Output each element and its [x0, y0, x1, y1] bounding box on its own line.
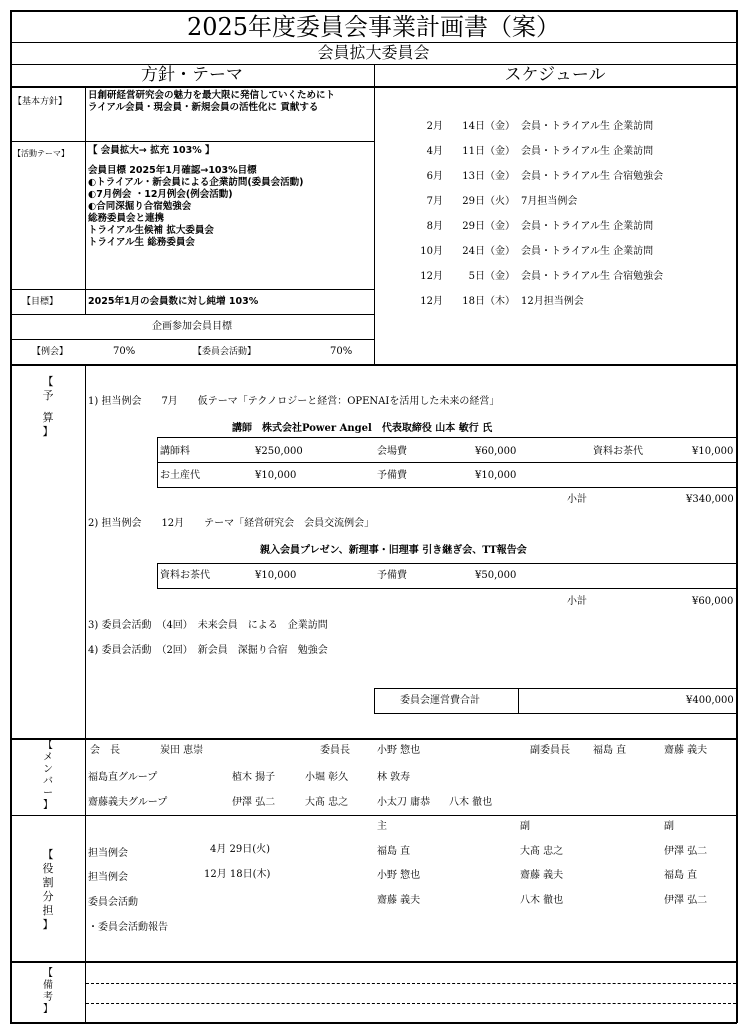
role-main: 小野 惣也	[377, 870, 421, 881]
side-char: 備	[43, 980, 53, 991]
role-task: 担当例会	[88, 848, 128, 859]
role-main: 福島 直	[377, 846, 411, 857]
schedule-month: 12月	[420, 271, 443, 282]
side-char: バ	[43, 776, 53, 787]
schedule-event: 会員・トライアル生 合宿勉強会	[521, 171, 664, 182]
cost-key: 資料お茶代	[593, 446, 643, 457]
theme-line: ◐7月例会 ・12月例会(例会活動)	[88, 189, 233, 200]
side-char: 】	[43, 800, 53, 811]
schedule-dow: （金）	[485, 246, 515, 257]
schedule-month: 4月	[426, 146, 443, 157]
role-sub1: 齋藤 義夫	[520, 870, 564, 881]
document-title: 2025年度委員会事業計画書（案）	[186, 13, 561, 41]
role-sub1: 大髙 忠之	[520, 846, 564, 857]
group-member: 伊澤 弘二	[232, 797, 276, 808]
subtotal-label: 小計	[567, 494, 587, 505]
side-char: 【	[42, 375, 54, 388]
theme-line	[88, 157, 373, 165]
side-char: 】	[43, 1004, 53, 1015]
schedule-month: 10月	[420, 246, 443, 257]
side-char: 【	[43, 740, 53, 751]
basic-policy-label: 【基本方針】	[13, 97, 68, 107]
subtotal-label: 小計	[567, 596, 587, 607]
schedule-month: 2月	[426, 121, 443, 132]
role-sub2: 伊澤 弘二	[664, 846, 708, 857]
policy-header: 方針・テーマ	[141, 65, 243, 85]
role-header-sub2: 副	[664, 821, 674, 832]
schedule-day: 11日	[462, 146, 485, 157]
schedule-month: 6月	[426, 171, 443, 182]
schedule-dow: （金）	[485, 171, 515, 182]
budget-item-2: 2) 担当例会 12月 テーマ「経営研究会 会員交流例会」	[88, 518, 375, 529]
side-char: 担	[42, 904, 54, 917]
theme-line: トライアル生 総務委員会	[88, 237, 195, 248]
group-member: 植木 揚子	[232, 772, 276, 783]
side-char: メ	[43, 752, 53, 763]
side-char: 】	[42, 425, 54, 438]
committee-chair-name: 小野 惣也	[377, 745, 421, 756]
group-member: 八木 徹也	[449, 797, 493, 808]
side-char: 算	[42, 411, 54, 424]
subtotal-value: ¥340,000	[686, 494, 734, 505]
committee-activity-label: 【委員会活動】	[193, 347, 257, 357]
vice-chair-1: 福島 直	[593, 745, 627, 756]
budget-item-1: 1) 担当例会 7月 仮テーマ「テクノロジーと経営：OPENAIを活用した未来の経営」	[88, 396, 500, 407]
theme-line: 総務委員会と連携	[88, 213, 165, 224]
group-1-label: 福島直グループ	[88, 772, 158, 783]
cost-value: ¥10,000	[255, 570, 297, 581]
meeting-label: 【例会】	[32, 347, 69, 357]
schedule-event: 会員・トライアル生 企業訪問	[521, 246, 654, 257]
theme-line: ◐トライアル・新会員による企業訪問(委員会活動)	[88, 177, 304, 188]
role-task: 委員会活動	[88, 897, 138, 908]
cost-key: 資料お茶代	[160, 570, 210, 581]
schedule-dow: （火）	[485, 196, 515, 207]
role-date: 12月 18日(木)	[204, 869, 271, 880]
cost-key: お土産代	[160, 470, 200, 481]
theme-line: トライアル生候補 拡大委員会	[88, 225, 214, 236]
meeting-value: 70%	[113, 346, 136, 357]
cost-value: ¥10,000	[475, 470, 517, 481]
budget-item-2-cost-table	[157, 563, 737, 589]
side-char: 役	[42, 862, 54, 875]
schedule-day: 29日	[462, 221, 485, 232]
role-sub2: 伊澤 弘二	[664, 895, 708, 906]
schedule-event: 会員・トライアル生 合宿勉強会	[521, 271, 664, 282]
group-member: 大髙 忠之	[305, 797, 349, 808]
group-2-label: 齋藤義夫グループ	[88, 797, 168, 808]
budget-item-2-speaker: 親入会員プレゼン、新理事・旧理事 引き継ぎ会、TT報告会	[260, 545, 527, 556]
schedule-event: 会員・トライアル生 企業訪問	[521, 146, 654, 157]
schedule-event: 会員・トライアル生 企業訪問	[521, 121, 654, 132]
schedule-day: 18日	[462, 296, 485, 307]
vice-chair-2: 齋藤 義夫	[664, 745, 708, 756]
committee-name: 会員拡大委員会	[317, 43, 430, 62]
cost-key: 予備費	[377, 470, 407, 481]
subtotal-value: ¥60,000	[692, 596, 734, 607]
budget-side-label	[41, 375, 55, 439]
schedule-dow: （木）	[485, 296, 515, 307]
role-main: 齋藤 義夫	[377, 895, 421, 906]
schedule-month: 12月	[420, 296, 443, 307]
schedule-dow: （金）	[485, 221, 515, 232]
side-char: 予	[42, 389, 54, 402]
roles-side-label	[41, 848, 55, 932]
group-member: 小太刀 庸恭	[377, 797, 431, 808]
remarks-side-label	[41, 968, 55, 1016]
basic-policy-line-2: ライアル会員・現会員・新規会員の活性化に 貢献する	[88, 102, 319, 113]
side-char: 分	[42, 890, 54, 903]
goal-label: 【目標】	[22, 297, 59, 307]
role-date: 4月 29日(火)	[210, 844, 271, 855]
activity-theme-lines	[88, 145, 373, 249]
theme-line: 会員目標 2025年1月確認→103%目標	[88, 165, 257, 176]
side-char: 割	[42, 876, 54, 889]
chair-name: 炭田 恵崇	[160, 745, 204, 756]
schedule-dow: （金）	[485, 146, 515, 157]
participation-title: 企画参加会員目標	[152, 321, 232, 332]
total-value: ¥400,000	[686, 695, 734, 706]
schedule-header: スケジュール	[504, 65, 606, 85]
role-header-main: 主	[377, 821, 387, 832]
goal-text: 2025年1月の会員数に対し純増 103%	[88, 296, 259, 307]
cost-key: 予備費	[377, 570, 407, 581]
committee-activity-value: 70%	[330, 346, 353, 357]
side-char: ー	[43, 788, 53, 799]
cost-value: ¥250,000	[255, 446, 303, 457]
activity-theme-label: 【活動テーマ】	[13, 149, 69, 158]
cost-key: 会場費	[377, 446, 407, 457]
chair-label: 会 長	[90, 745, 120, 756]
basic-policy-line-1: 日創研経営研究会の魅力を最大限に発信していくためにト	[88, 90, 336, 101]
role-sub1: 八木 徹也	[520, 895, 564, 906]
side-char: 考	[43, 992, 53, 1003]
schedule-event: 会員・トライアル生 企業訪問	[521, 221, 654, 232]
theme-line: 【 会員拡大→ 拡充 103% 】	[88, 145, 215, 156]
side-char: 【	[43, 968, 53, 979]
side-char: ン	[43, 764, 53, 775]
schedule-dow: （金）	[485, 271, 515, 282]
schedule-dow: （金）	[485, 121, 515, 132]
vice-chair-label: 副委員長	[530, 745, 570, 756]
cost-value: ¥60,000	[475, 446, 517, 457]
committee-chair-label: 委員長	[320, 745, 350, 756]
cost-key: 講師料	[160, 446, 190, 457]
members-side-label	[41, 740, 55, 812]
budget-item-1-speaker: 講師 株式会社Power Angel 代表取締役 山本 敏行 氏	[232, 423, 493, 434]
total-label: 委員会運営費合計	[400, 695, 480, 706]
group-member: 林 敦寿	[377, 772, 411, 783]
budget-item-3: 3) 委員会活動 （4回） 未来会員 による 企業訪問	[88, 620, 328, 631]
schedule-event: 12月担当例会	[521, 296, 584, 307]
side-char: 【	[42, 848, 54, 861]
cost-value: ¥10,000	[692, 446, 734, 457]
schedule-day: 29日	[462, 196, 485, 207]
group-member: 小堀 彰久	[305, 772, 349, 783]
role-header-sub1: 副	[520, 821, 530, 832]
cost-value: ¥50,000	[475, 570, 517, 581]
schedule-event: 7月担当例会	[521, 196, 578, 207]
role-note: ・委員会活動報告	[88, 922, 168, 933]
schedule-day: 5日	[468, 271, 485, 282]
schedule-day: 24日	[462, 246, 485, 257]
budget-item-4: 4) 委員会活動 （2回） 新会員 深掘り合宿 勉強会	[88, 645, 328, 656]
schedule-month: 7月	[426, 196, 443, 207]
schedule-day: 14日	[462, 121, 485, 132]
schedule-month: 8月	[426, 221, 443, 232]
theme-line: ◐合同深掘り合宿勉強会	[88, 201, 192, 212]
role-task: 担当例会	[88, 872, 128, 883]
role-sub2: 福島 直	[664, 870, 698, 881]
side-char: 】	[42, 918, 54, 931]
cost-value: ¥10,000	[255, 470, 297, 481]
schedule-day: 13日	[462, 171, 485, 182]
